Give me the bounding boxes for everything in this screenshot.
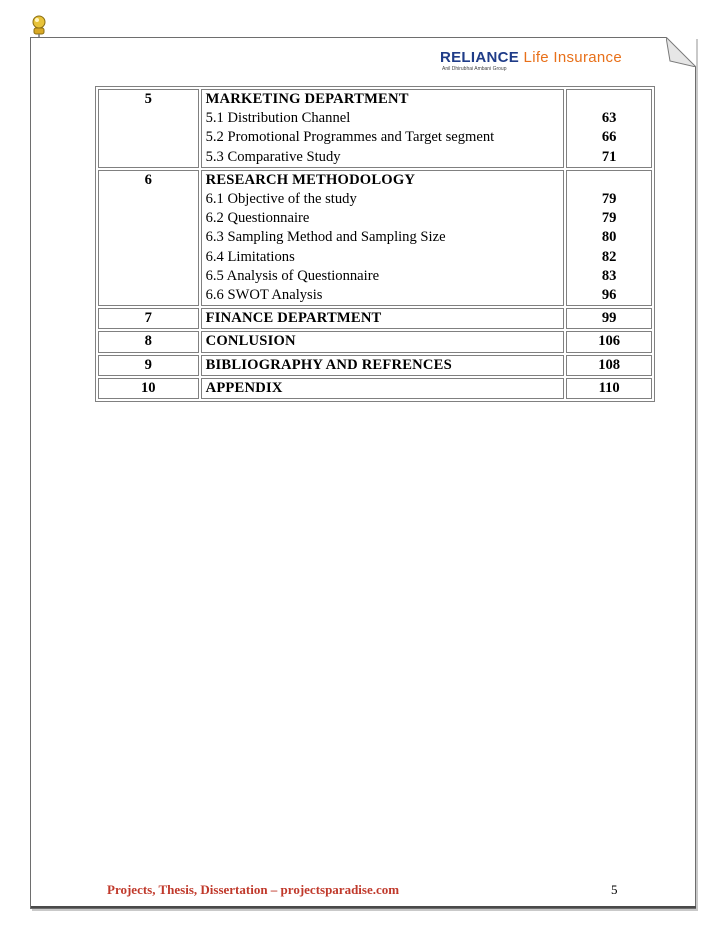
section-number: 5 xyxy=(98,89,199,168)
section-page-cell xyxy=(566,355,652,376)
section-page-cell xyxy=(566,331,652,352)
section-title: RESEARCH METHODOLOGY xyxy=(205,171,416,188)
section-title-cell xyxy=(201,355,565,376)
subsection-title: 6.3 Sampling Method and Sampling Size xyxy=(205,229,446,246)
section-title: CONLUSION xyxy=(205,333,296,350)
section-page-number: 108 xyxy=(598,356,621,373)
section-page-number: 106 xyxy=(598,333,621,350)
section-page-number xyxy=(571,171,647,190)
subsection-title: 6.2 Questionnaire xyxy=(205,210,310,227)
logo-tagline: Anil Dhirubhai Ambani Group xyxy=(442,66,507,72)
section-title-cell xyxy=(201,170,565,306)
section-page-number: 99 xyxy=(601,310,617,327)
table-row xyxy=(98,170,652,306)
section-number: 10 xyxy=(98,378,199,399)
section-title-cell xyxy=(201,378,565,399)
section-number: 7 xyxy=(98,308,199,329)
section-page-number: 110 xyxy=(598,379,620,396)
subsection-page-number: 82 xyxy=(601,248,617,265)
section-number: 8 xyxy=(98,331,199,352)
table-row xyxy=(98,331,652,352)
reliance-logo xyxy=(440,50,640,74)
section-title-cell xyxy=(201,89,565,168)
subsection-page-number: 63 xyxy=(601,110,617,127)
section-title: BIBLIOGRAPHY AND REFRENCES xyxy=(205,356,452,373)
table-of-contents xyxy=(95,86,655,402)
logo-brand-reliance: RELIANCE xyxy=(440,49,520,66)
section-title: FINANCE DEPARTMENT xyxy=(205,310,382,327)
subsection-title: 5.2 Promotional Programmes and Target segment xyxy=(205,129,495,146)
table-row xyxy=(98,378,652,399)
table-row xyxy=(98,308,652,329)
subsection-title: 6.5 Analysis of Questionnaire xyxy=(205,267,380,284)
page-curl-icon xyxy=(666,37,696,67)
subsection-page-number: 83 xyxy=(601,267,617,284)
section-title-cell xyxy=(201,331,565,352)
section-title: MARKETING DEPARTMENT xyxy=(205,91,409,107)
subsection-title: 5.1 Distribution Channel xyxy=(205,110,351,127)
section-page-cell xyxy=(566,378,652,399)
subsection-page-number: 66 xyxy=(601,129,617,146)
subsection-page-number: 80 xyxy=(601,229,617,246)
subsection-page-number: 71 xyxy=(601,148,617,165)
footer-text: Projects, Thesis, Dissertation – projectsparadise.com xyxy=(107,882,400,897)
subsection-title: 6.6 SWOT Analysis xyxy=(205,287,323,304)
subsection-page-number: 96 xyxy=(601,287,617,304)
logo-brand-life-insurance: Life Insurance xyxy=(523,49,622,66)
table-row xyxy=(98,355,652,376)
section-page-cell xyxy=(566,170,652,306)
footer-rule xyxy=(31,906,696,908)
section-page-cell xyxy=(566,308,652,329)
subsection-page-number: 79 xyxy=(601,210,617,227)
subsection-title: 5.3 Comparative Study xyxy=(205,148,341,165)
subsection-title: 6.1 Objective of the study xyxy=(205,191,357,208)
subsection-page-number: 79 xyxy=(601,191,617,208)
section-page-cell xyxy=(566,89,652,168)
section-page-number xyxy=(571,90,647,109)
section-title: APPENDIX xyxy=(205,379,283,396)
section-number: 9 xyxy=(98,355,199,376)
section-number: 6 xyxy=(98,170,199,306)
section-title-cell xyxy=(201,308,565,329)
table-row xyxy=(98,89,652,168)
footer-page-number: 5 xyxy=(611,882,618,897)
subsection-title: 6.4 Limitations xyxy=(205,248,295,265)
